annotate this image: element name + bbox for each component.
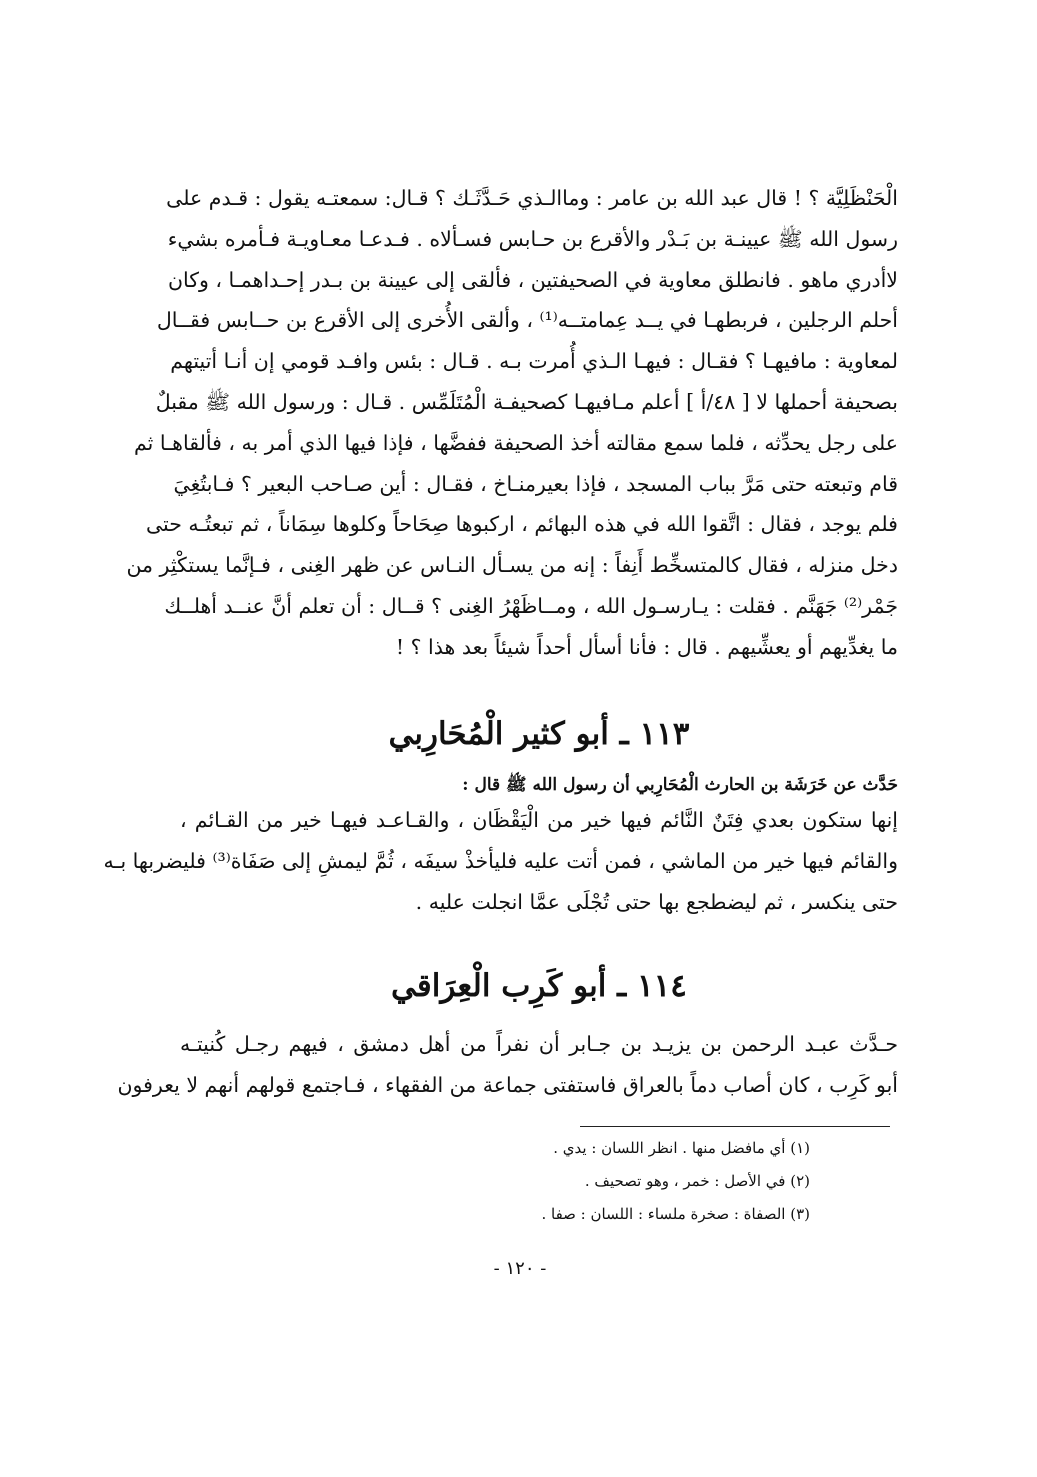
narrator-line-113: حَدَّث عن خَرَشَة بن الحارث الْمُحَارِبي أن رسول الله ﷺ قال : xyxy=(462,775,898,795)
body-text-113 xyxy=(103,800,898,922)
section-heading-113: ١١٣ ـ أبو كثير الْمُحَارِبي xyxy=(388,716,690,752)
footnotes xyxy=(500,1132,810,1231)
body-text-top xyxy=(126,178,898,668)
text-line: والقائم فيها خير من الماشي ، فمن أتت عليه فليأخذْ سيفَه ، ثُمَّ ليمشِ إلى صَفَاة⁽³⁾ فليضربها بـه xyxy=(103,848,898,873)
footnote-1: (١) أي مافضل منها . انظر اللسان : يدي . xyxy=(553,1139,810,1157)
text-line: أحلم الرجلين ، فربطهـا في يــد عِمامتــه⁽¹⁾ ، وألقى الأُخرى إلى الأقرع بن حــابس فقــال xyxy=(156,308,898,333)
body-text-114 xyxy=(117,1024,898,1106)
text-line: جَمْر⁽²⁾ جَهَنَّم . فقلت : يـارسـول الله ، ومــاظَهْرُ الغِنى ؟ قــال : أن تعلم أنَّ عنــد أهلــك xyxy=(164,593,898,618)
footnote-2: (٢) في الأصل : خمر ، وهو تصحيف . xyxy=(584,1172,810,1190)
text-line: إنها ستكون بعدي فِتَنٌ النَّائم فيها خير من الْيَقْظَان ، والقـاعـد فيهـا خير من القـائم ، xyxy=(180,808,898,832)
text-line: أبو كَرِب ، كان أصاب دماً بالعراق فاستفتى جماعة من الفقهاء ، فـاجتمع قولهم أنهم لا يعرفون xyxy=(117,1072,898,1097)
footnote-separator xyxy=(580,1126,890,1127)
footnote-3: (٣) الصفاة : صخرة ملساء : اللسان : صفا . xyxy=(541,1205,810,1223)
text-line: الْحَنْظَلِيَّة ؟ ! قال عبد الله بن عامر : وماالـذي حَـدَّثَـك ؟ قـال: سمعتـه يقول : قـدم على xyxy=(166,186,898,210)
text-line: لمعاوية : مافيهـا ؟ فقـال : فيهـا الـذي أُمرت بـه . قـال : بئس وافـد قومي إن أنـا أتيتهم xyxy=(170,349,898,374)
section-heading-114: ١١٤ ـ أبو كَرِب الْعِرَاقي xyxy=(391,968,687,1004)
text-line: لاأدري ماهو . فانطلق معاوية في الصحيفتين ، فألقى إلى عيينة بن بـدر إحـداهمـا ، وكان xyxy=(167,267,898,292)
text-line: قام وتبعته حتى مَرَّ بباب المسجد ، فإذا بعيرمنـاخ ، فقـال : أين صـاحب البعير ؟ فـابتُغِيَ xyxy=(173,471,898,496)
text-line: على رجل يحدِّثه ، فلما سمع مقالته أخذ الصحيفة ففضَّها ، فإذا فيها الذي أمر به ، فألقاهـا ثم xyxy=(134,430,898,455)
page-number: - ١٢٠ - xyxy=(493,1258,547,1279)
text-line: رسول الله ﷺ عيينـة بن بَـدْر والأقرع بن حـابس فسـألاه . فـدعـا معـاويـة فـأمره بشيء xyxy=(167,226,898,251)
text-line: ما يغدِّيهم أو يعشِّيهم . قال : فأنا أسأل أحداً شيئاً بعد هذا ؟ ! xyxy=(395,634,898,659)
text-line: فلم يوجد ، فقال : اتَّقوا الله في هذه البهائم ، اركبوها صِحَاحاً وكلوها سِمَاناً ، ثم تبعتُـه حتى xyxy=(145,512,898,537)
text-line: دخل منزله ، فقال كالمتسخِّط أَنِفاً : إنه من يسـأل النـاس عن ظهر الغِنى ، فـإنَّما يستكْثِر من xyxy=(126,553,898,578)
text-line: حـدَّث عبـد الرحمن بن يزيـد بن جـابر أن نفراً من أهل دمشق ، فيهم رجـل كُنيتـه xyxy=(180,1032,898,1056)
text-line: حتى ينكسر ، ثم ليضطجع بها حتى تُجْلَى عمَّا انجلت عليه . xyxy=(415,889,898,914)
text-line: بصحيفة أحملها لا [ ٤٨/أ ] أعلم مـافيهـا كصحيفـة الْمُتَلَمِّس . قـال : ورسول الله ﷺ مقبلٌ xyxy=(155,389,898,414)
